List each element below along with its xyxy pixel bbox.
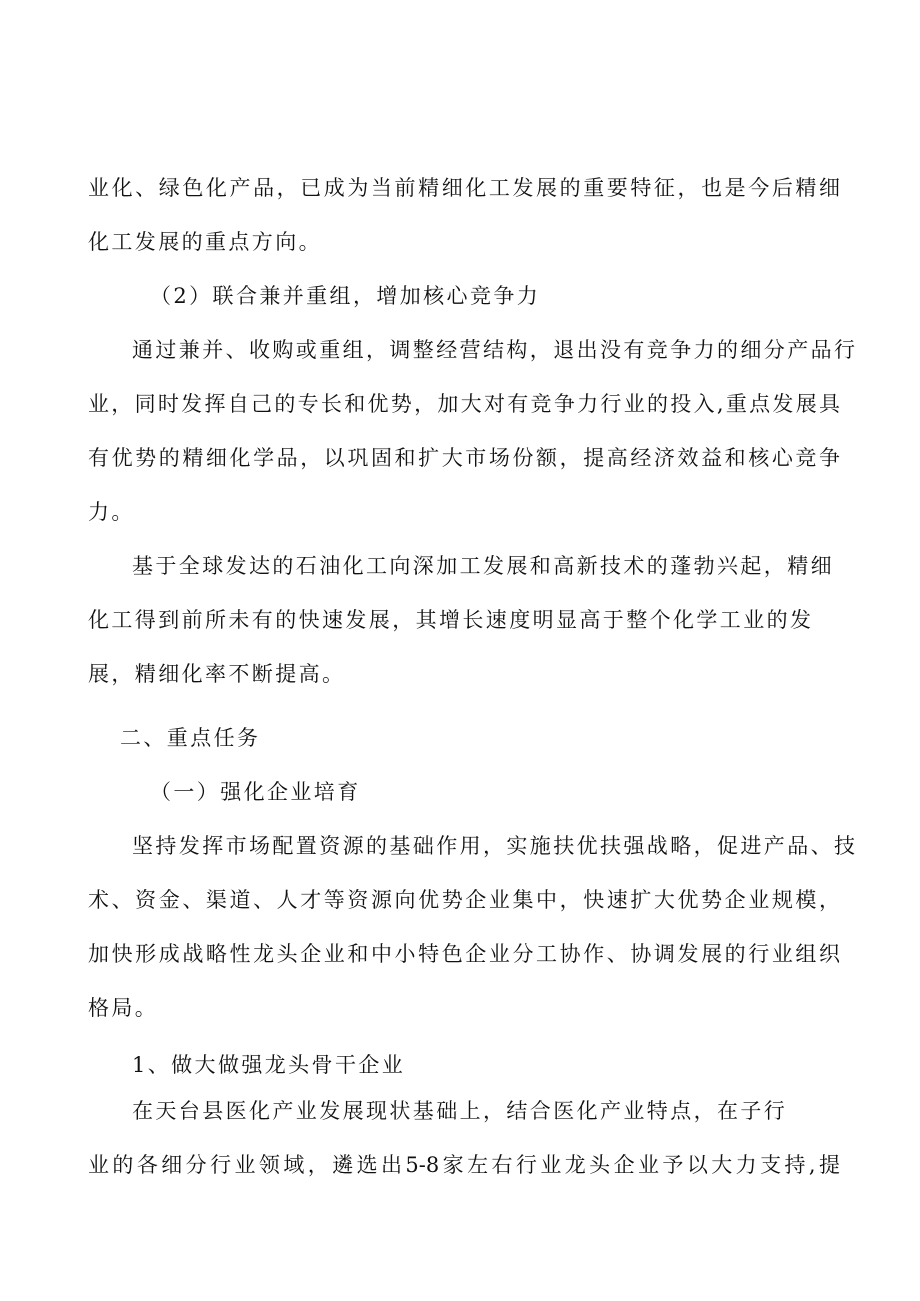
section-heading: 二、重点任务 <box>120 726 261 750</box>
paragraph-line: 业化、绿色化产品，已成为当前精细化工发展的重要特征，也是今后精细 <box>88 176 840 200</box>
paragraph-line: 化工发展的重点方向。 <box>88 230 322 254</box>
paragraph-line: 在天台县医化产业发展现状基础上，结合医化产业特点，在子行 <box>132 1099 788 1123</box>
paragraph-line: 坚持发挥市场配置资源的基础作用，实施扶优扶强战略，促进产品、技 <box>132 834 858 858</box>
paragraph-line: 展，精细化率不断提高。 <box>88 662 346 686</box>
paragraph-line: 业，同时发挥自己的专长和优势，加大对有竞争力行业的投入,重点发展具 <box>88 392 840 416</box>
paragraph-line: 有优势的精细化学品，以巩固和扩大市场份额，提高经济效益和核心竞争 <box>88 446 840 470</box>
subheading: 1、做大做强龙头骨干企业 <box>132 1053 406 1077</box>
paragraph-line: 业的各细分行业领域，遴选出5-8家左右行业龙头企业予以大力支持,提 <box>88 1153 840 1177</box>
paragraph-line: 通过兼并、收购或重组，调整经营结构，退出没有竞争力的细分产品行 <box>132 338 858 362</box>
subheading: （2）联合兼并重组，增加核心竞争力 <box>150 284 541 308</box>
subheading: （一）强化企业培育 <box>150 780 361 804</box>
paragraph-line: 基于全球发达的石油化工向深加工发展和高新技术的蓬勃兴起，精细 <box>132 554 834 578</box>
paragraph-line: 格局。 <box>88 996 159 1020</box>
paragraph-line: 化工得到前所未有的快速发展，其增长速度明显高于整个化学工业的发 <box>88 608 814 632</box>
paragraph-line: 力。 <box>88 500 135 524</box>
paragraph-line: 术、资金、渠道、人才等资源向优势企业集中，快速扩大优势企业规模， <box>88 888 840 912</box>
paragraph-line: 加快形成战略性龙头企业和中小特色企业分工协作、协调发展的行业组织 <box>88 942 840 966</box>
